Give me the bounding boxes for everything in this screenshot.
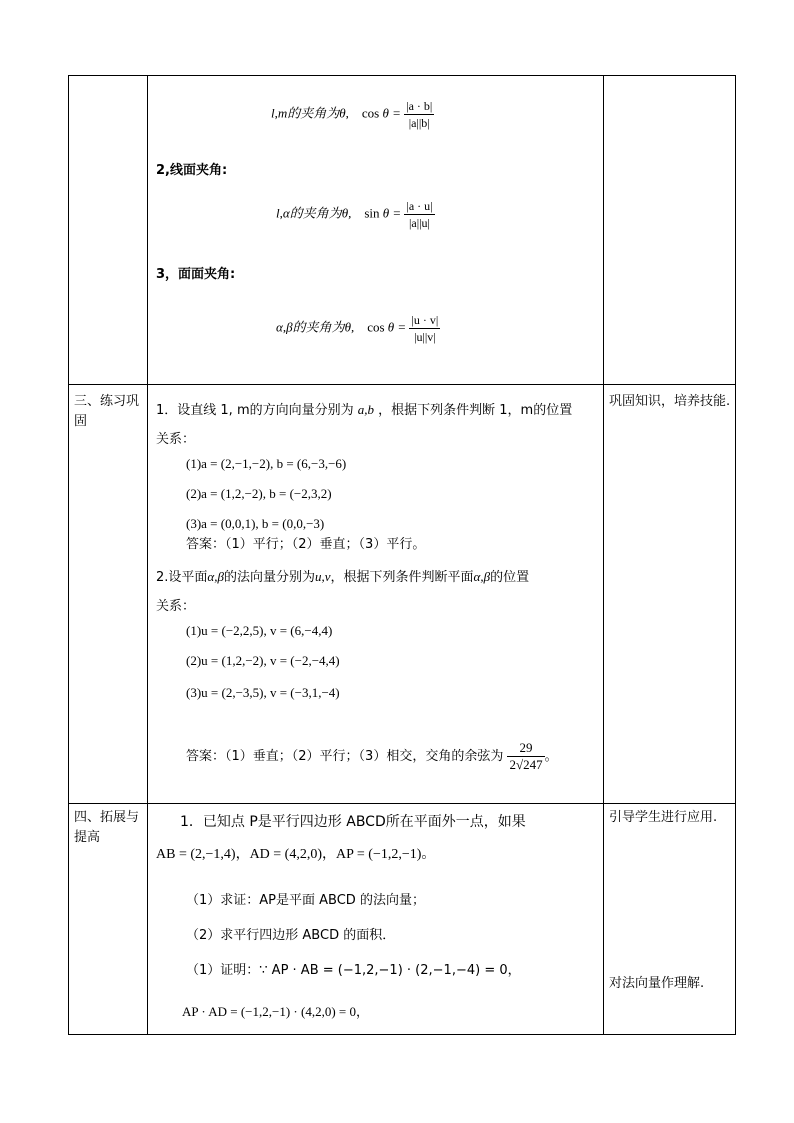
extend-part-2: （2）求平行四边形 ABCD 的面积． xyxy=(186,928,396,943)
row-divider xyxy=(69,384,735,385)
column-divider xyxy=(603,76,604,1034)
extend-proof-line-2: AP · AD = (−1,2,−1) · (4,2,0) = 0， xyxy=(182,1004,369,1019)
plane-plane-heading: 3，面面夹角: xyxy=(156,267,236,282)
q1-item-2: (2)a = (1,2,−2), b = (−2,3,2) xyxy=(186,486,332,501)
q1-stem: 1．设直线 1, m的方向向量分别为 a,b ，根据下列条件判断 1，m的位置 xyxy=(156,402,573,418)
row-note-extend-1: 引导学生进行应用. xyxy=(609,810,718,825)
q2-answer: 答案：（1）垂直；（2）平行；（3）相交，交角的余弦为 $\frac{29}{2√247}$ 。 xyxy=(186,740,558,772)
extend-proof-line-1: （1）证明：∵ AP · AB = (−1,2,−1) · (2,−1,−4) = 0， xyxy=(186,963,521,978)
cos-fraction: $\frac{|u \cdot v|}{|u||v|}$ xyxy=(411,313,439,344)
formula-plane-plane: α,β的夹角为θ, cos θ = $\frac{|u \cdot v|}{|u||v|}$ xyxy=(276,313,439,344)
cos-fraction: $\frac{|a \cdot b|}{|a||b|}$ xyxy=(406,99,433,130)
q1-stem-tail: 关系： xyxy=(156,432,196,447)
q1-item-3: (3)a = (0,0,1), b = (0,0,−3) xyxy=(186,516,325,531)
q2-item-1: (1)u = (−2,2,5), v = (6,−4,4) xyxy=(186,623,333,638)
extend-vectors: AB = (2,−1,4)，AD = (4,2,0)，AP = (−1,2,−1)。 xyxy=(156,847,436,862)
extend-part-1: （1）求证：AP是平面 ABCD 的法向量； xyxy=(186,893,425,908)
line-plane-heading: 2,线面夹角: xyxy=(156,163,228,178)
sin-fraction: $\frac{|a \cdot u|}{|a||u|}$ xyxy=(406,199,433,230)
column-divider xyxy=(147,76,148,1034)
formula-line-plane: l,α的夹角为θ, sin θ = $\frac{|a \cdot u|}{|a||u|}$ xyxy=(276,199,433,230)
formula-line-line: l,m的夹角为θ, cos θ = $\frac{|a \cdot b|}{|a||b|}$ xyxy=(271,99,433,130)
row-divider xyxy=(69,803,735,804)
row-note-extend-2: 对法向量作理解. xyxy=(609,976,705,991)
q2-stem-tail: 关系： xyxy=(156,599,196,614)
q1-item-1: (1)a = (2,−1,−2), b = (6,−3,−6) xyxy=(186,456,347,471)
row-note-practice: 巩固知识，培养技能. xyxy=(609,394,731,409)
q2-item-3: (3)u = (2,−3,5), v = (−3,1,−4) xyxy=(186,685,340,700)
q2-item-2: (2)u = (1,2,−2), v = (−2,−4,4) xyxy=(186,653,340,668)
extend-problem-stem: 1．已知点 P是平行四边形 ABCD所在平面外一点，如果 xyxy=(180,814,526,830)
q1-answer: 答案：（1）平行；（2）垂直；（3）平行。 xyxy=(186,537,426,552)
row-label-practice: 三、练习巩固 xyxy=(74,394,140,429)
q2-stem: 2.设平面α,β的法向量分别为u,v，根据下列条件判断平面α,β的位置 xyxy=(156,569,530,585)
row-label-extend: 四、拓展与提高 xyxy=(74,810,140,845)
cosine-fraction: $\frac{29}{2√247}$ xyxy=(509,740,543,772)
